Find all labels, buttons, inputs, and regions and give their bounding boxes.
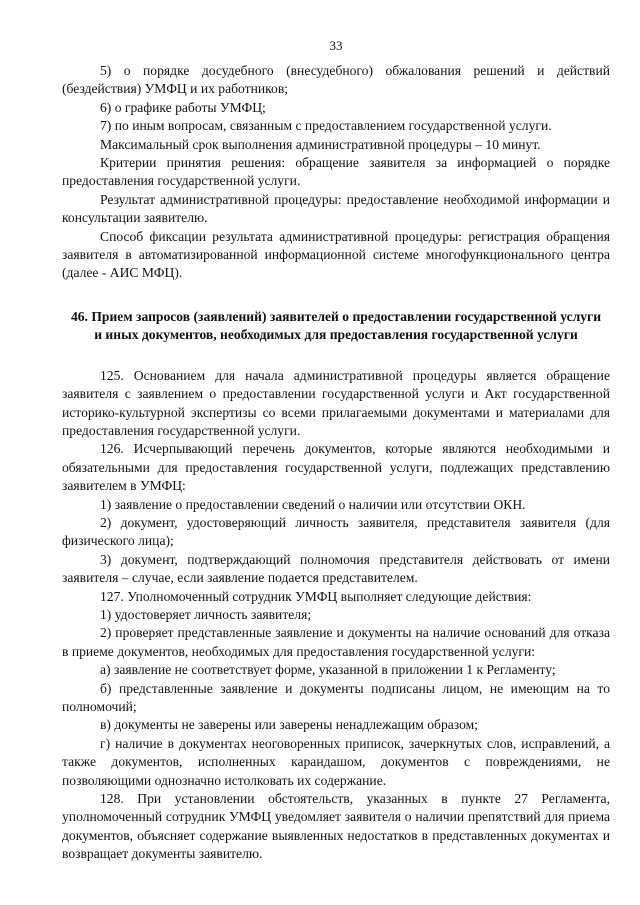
paragraph: 128. При установлении обстоятельств, указанных в пункте 27 Регламента, уполномоченный сотрудник УМФЦ уведомляет заявителя о наличии препятствий для приема документов, объясняет содержание выявленных недостатков в представленных документах и возвращает документы заявителю. xyxy=(62,791,610,862)
document-body xyxy=(62,62,610,864)
paragraph: 5) о порядке досудебного (внесудебного) обжалования решений и действий (бездействия) УМФЦ и их работников; xyxy=(62,63,610,97)
paragraph: 6) о графике работы УМФЦ; xyxy=(100,99,266,115)
paragraph: 3) документ, подтверждающий полномочия представителя действовать от имени заявителя – случае, если заявление подается представителем. xyxy=(62,551,610,586)
paragraph: в) документы не заверены или заверены ненадлежащим образом; xyxy=(100,717,479,733)
paragraph: 126. Исчерпывающий перечень документов, которые являются необходимыми и обязательными для предоставления государственной услуги, подлежащих представлению заявителем в УМФЦ: xyxy=(62,441,610,494)
paragraph: г) наличие в документах неоговоренных приписок, зачеркнутых слов, исправлений, а также документов, исполненных карандашом, документов с повреждениями, не позволяющими однозначно истолковать их содержание. xyxy=(62,735,610,788)
paragraph: 2) проверяет представленные заявление и документы на наличие оснований для отказа в приеме документов, необходимых для предоставления государственной услуги: xyxy=(62,625,610,659)
paragraph: 127. Уполномоченный сотрудник УМФЦ выполняет следующие действия: xyxy=(100,588,532,604)
paragraph: Способ фиксации результата административной процедуры: регистрация обращения заявителя в автоматизированной информационной системе многофункционального центра (далее - АИС МФЦ). xyxy=(62,228,610,281)
paragraph: Максимальный срок выполнения административной процедуры – 10 минут. xyxy=(100,136,541,152)
page-number: 33 xyxy=(329,38,343,53)
section-heading: 46. Прием запросов (заявлений) заявителей о предоставлении государственной услуги и иных документов, необходимых для предоставления государственной услуги xyxy=(70,308,602,343)
paragraph: Результат административной процедуры: предоставление необходимой информации и консультации заявителю. xyxy=(62,191,610,226)
paragraph: 125. Основанием для начала административной процедуры является обращение заявителя с заявлением о предоставлении государственной услуги и Акт государственной историко-культурной экспертизы со всеми прилагаемыми документами и материалами для предоставления государственной услуги. xyxy=(62,367,610,438)
paragraph: б) представленные заявление и документы подписаны лицом, не имеющим на то полномочий; xyxy=(62,680,610,714)
paragraph: 1) заявление о предоставлении сведений о наличии или отсутствии ОКН. xyxy=(100,496,526,512)
paragraph: 7) по иным вопросам, связанным с предоставлением государственной услуги. xyxy=(100,118,552,134)
paragraph: Критерии принятия решения: обращение заявителя за информацией о порядке предоставления государственной услуги. xyxy=(62,155,610,189)
paragraph: 1) удостоверяет личность заявителя; xyxy=(100,606,312,622)
paragraph: 2) документ, удостоверяющий личность заявителя, представителя заявителя (для физического лица); xyxy=(62,514,610,549)
paragraph: а) заявление не соответствует форме, указанной в приложении 1 к Регламенту; xyxy=(100,662,556,678)
